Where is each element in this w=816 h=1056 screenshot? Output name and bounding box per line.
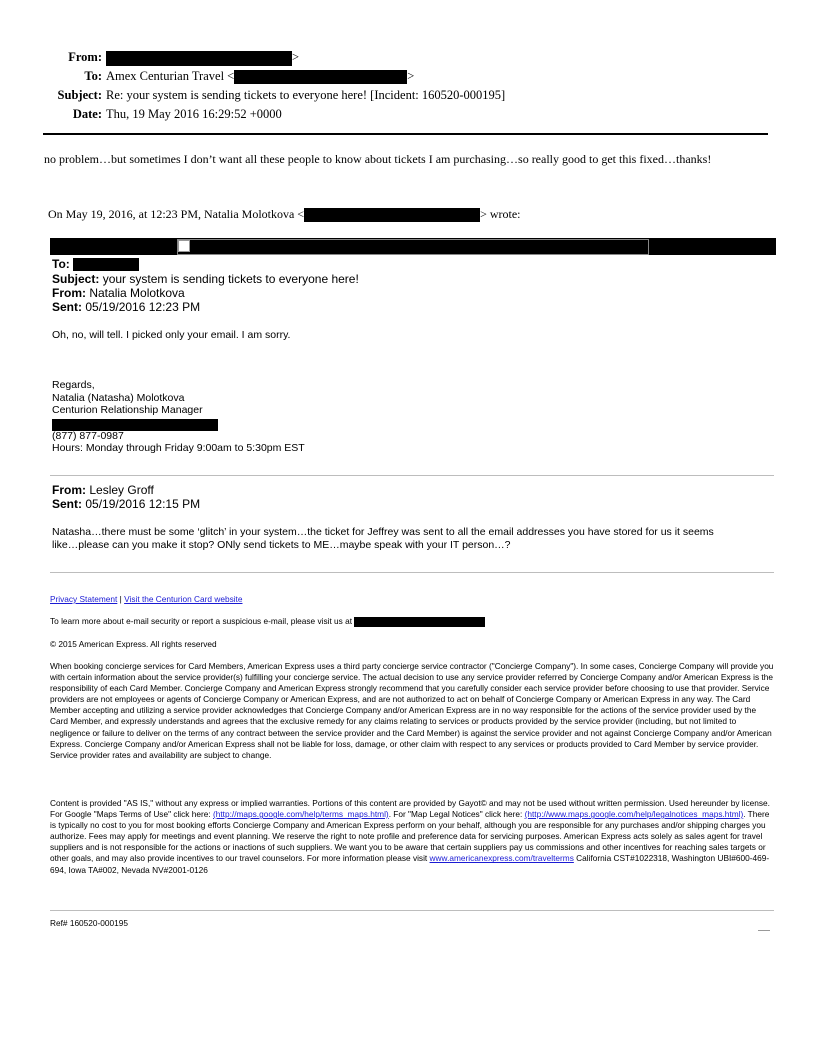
page-mark bbox=[758, 930, 770, 931]
header-date-row bbox=[0, 105, 816, 124]
email-header bbox=[0, 48, 816, 124]
orig-sent-value: 05/19/2016 12:15 PM bbox=[85, 497, 201, 511]
fwd-subject-label: Subject: bbox=[52, 272, 100, 286]
orig-from-row bbox=[52, 483, 154, 497]
orig-sent-label: Sent: bbox=[52, 497, 82, 511]
privacy-statement-link[interactable]: Privacy Statement bbox=[50, 594, 118, 604]
content-terms-part-3: . There is typically no cost to you for most booking efforts Concierge Company and American Express perform on your behalf, although you are responsible for any purchases and/or shipping charges you authorize. Fees may apply for meetings and event planning. We reserve the right to note profile and preference data for servicing purposes. American Express acts solely as sales agent for travel suppliers and is not responsible for the actions or inactions of such suppliers. We want you to be aware that certain suppliers pay us commissions and other incentives for reaching sales targets or other goals, and may also provide incentives to our travel counselors. For more information please visit bbox=[50, 809, 770, 864]
security-text: To learn more about e-mail security or report a suspicious e-mail, please visit us at bbox=[50, 616, 353, 626]
broken-image-icon bbox=[178, 240, 190, 252]
content-terms-part-2: . For "Map Legal Notices" click here: bbox=[388, 809, 525, 820]
footer-divider bbox=[50, 910, 774, 911]
redacted-banner bbox=[50, 238, 776, 255]
fwd-to-label: To: bbox=[52, 257, 70, 271]
to-label: To: bbox=[84, 69, 102, 83]
quote-intro-suffix: > wrote: bbox=[480, 207, 521, 221]
section-divider bbox=[50, 572, 774, 573]
date-label: Date: bbox=[72, 107, 102, 121]
reply-body: no problem…but sometimes I don’t want all these people to know about tickets I am purchasing…so really good to get this fixed…thanks! bbox=[44, 152, 712, 166]
header-from-row bbox=[0, 48, 816, 67]
redacted-sender-address bbox=[304, 208, 480, 222]
header-divider bbox=[43, 133, 768, 135]
to-value: Amex Centurian Travel < bbox=[106, 69, 235, 83]
signature-hours: Hours: Monday through Friday 9:00am to 5:30pm EST bbox=[52, 442, 305, 454]
signature-title: Centurion Relationship Manager bbox=[52, 404, 203, 416]
quote-intro-prefix: On May 19, 2016, at 12:23 PM, Natalia Molotkova < bbox=[48, 207, 305, 221]
broken-banner-image bbox=[177, 239, 649, 255]
redacted-recipient bbox=[73, 258, 139, 271]
signature-regards: Regards, bbox=[52, 379, 95, 391]
redacted-to-address bbox=[234, 70, 407, 84]
quote-intro bbox=[48, 207, 521, 222]
fwd-sent-label: Sent: bbox=[52, 300, 82, 314]
fwd-from-value: Natalia Molotkova bbox=[89, 286, 185, 300]
fwd-sent-value: 05/19/2016 12:23 PM bbox=[85, 300, 201, 314]
maps-legal-link[interactable]: (http://www.maps.google.com/help/legalnotices_maps.html) bbox=[524, 809, 744, 820]
travelterms-link[interactable]: www.americanexpress.com/travelterms bbox=[429, 853, 574, 864]
footer-link-separator: | bbox=[119, 594, 122, 604]
from-label: From: bbox=[68, 50, 102, 64]
subject-label: Subject: bbox=[57, 88, 102, 102]
reference-number: Ref# 160520-000195 bbox=[50, 918, 128, 928]
orig-from-label: From: bbox=[52, 483, 86, 497]
fwd-from-label: From: bbox=[52, 286, 86, 300]
content-terms-part-1: Content is provided "AS IS," without any express or implied warranties. Portions of this content are provided by Gayot© and may not be used without written permission. Used hereunder by license. For Google "Maps Terms of Use" click here: bbox=[50, 798, 770, 820]
signature-phone: (877) 877-0987 bbox=[52, 430, 124, 442]
footer-copyright: © 2015 American Express. All rights reserved bbox=[50, 639, 217, 649]
footer-disclaimer: When booking concierge services for Card Members, American Express uses a third party concierge service contractor ("Concierge Company"). In some cases, Concierge Company will provide you with certain information about the service provider(s) fulfilling your concierge service. The actual decision to use any service provider referred by Concierge Company and/or American Express is the responsibility of each Card Member. Concierge Company and American Express strongly recommend that you carefully consider each service provider before choosing to use that provider. Service providers are not employees or agents of Concierge Company or American Express, and are not authorized to act on behalf of Concierge Company or American Express in any way. The Card Member accepting and utilizing a service provider acknowledges that Concierge Company and/or American Express are in no way responsible for the actions of the service provider used by the Card Member, and expressly understands and agrees that the exclusive remedy for any claims relating to services or products provided by the service provider (including, but not limited to negligence or failure to deliver on the terms of any contract between the service provider and the Card Member) is against the service provider and not against Concierge Company and/or American Express. Concierge Company and/or American Express shall not be liable for loss, damage, or other claim with respect to any services or products provided to Card Member by service provider. Service provider rates and availability are subject to change. bbox=[50, 661, 774, 760]
fwd-from-row bbox=[52, 286, 185, 300]
fwd-body: Oh, no, will tell. I picked only your email. I am sorry. bbox=[52, 329, 291, 341]
header-subject-row bbox=[0, 86, 816, 105]
centurion-website-link[interactable]: Visit the Centurion Card website bbox=[124, 594, 243, 604]
maps-terms-link[interactable]: (http://maps.google.com/help/terms_maps.html) bbox=[212, 809, 389, 820]
content-terms-part-4: California CST#1022318, Washington UBI#600-469-694, Iowa TA#002, Nevada NV#2001-0126 bbox=[50, 853, 770, 875]
subject-value: Re: your system is sending tickets to everyone here! [Incident: 160520-000195] bbox=[106, 88, 506, 102]
footer-links bbox=[50, 594, 774, 605]
fwd-sent-row bbox=[52, 300, 200, 314]
fwd-to-row bbox=[52, 257, 139, 271]
orig-sent-row bbox=[52, 497, 200, 511]
redacted-security-url bbox=[354, 617, 485, 627]
orig-from-value: Lesley Groff bbox=[89, 483, 154, 497]
footer-content-terms bbox=[50, 798, 774, 876]
orig-body-line-2: like…please can you make it stop? ONly send tickets to ME…maybe speak with your IT person…? bbox=[52, 539, 511, 551]
section-divider bbox=[50, 475, 774, 476]
from-suffix: > bbox=[292, 50, 300, 64]
fwd-subject-row bbox=[52, 272, 359, 286]
header-to-row bbox=[0, 67, 816, 86]
to-suffix: > bbox=[407, 69, 415, 83]
fwd-subject-value: your system is sending tickets to everyone here! bbox=[102, 272, 359, 286]
signature-name: Natalia (Natasha) Molotkova bbox=[52, 392, 185, 404]
orig-body-line-1: Natasha…there must be some ‘glitch’ in your system…the ticket for Jeffrey was sent to all the email addresses you have stored for us it seems bbox=[52, 526, 714, 538]
redacted-from-address bbox=[106, 51, 292, 66]
footer-security bbox=[50, 616, 774, 627]
date-value: Thu, 19 May 2016 16:29:52 +0000 bbox=[106, 107, 282, 121]
